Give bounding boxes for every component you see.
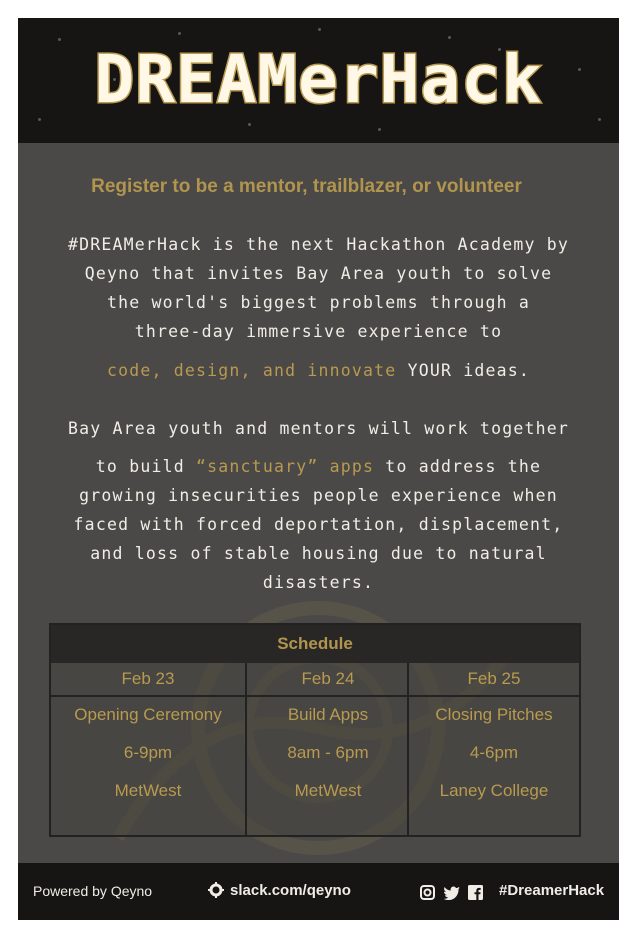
schedule-location: MetWest: [114, 781, 182, 800]
schedule-column: [51, 663, 245, 835]
schedule-date: Feb 25: [409, 663, 579, 697]
twitter-icon[interactable]: [443, 885, 460, 900]
slack-link[interactable]: [208, 882, 351, 899]
star-dot: [248, 123, 251, 126]
facebook-icon[interactable]: [468, 885, 483, 900]
intro-line: #DREAMerHack is the next Hackathon Academy by: [67, 235, 570, 254]
schedule-event: Closing Pitches: [435, 705, 553, 724]
slack-icon: [208, 882, 224, 898]
intro-tail: YOUR ideas.: [396, 361, 531, 380]
mission-highlight: “sanctuary” apps: [196, 457, 375, 476]
schedule-date: Feb 23: [51, 663, 245, 697]
schedule-event: Build Apps: [287, 705, 369, 724]
powered-by-text: Powered by Qeyno: [33, 883, 153, 899]
instagram-icon[interactable]: [420, 885, 435, 900]
page-title: DREAMerHack: [94, 41, 543, 118]
intro-line: the world's biggest problems through a: [106, 293, 531, 312]
mission-line: disasters.: [262, 573, 375, 592]
schedule-table: [49, 623, 581, 837]
star-dot: [318, 28, 321, 31]
schedule-column: [407, 663, 579, 835]
schedule-time: 6-9pm: [123, 743, 173, 762]
intro-line: three-day immersive experience to: [134, 322, 503, 341]
intro-line: Qeyno that invites Bay Area youth to solve: [84, 264, 553, 283]
flyer: [18, 18, 619, 920]
schedule-location: MetWest: [294, 781, 362, 800]
intro-highlight: code, design, and innovate: [106, 361, 397, 380]
mission-line: and loss of stable housing due to natural: [90, 544, 547, 563]
schedule-time: 4-6pm: [469, 743, 519, 762]
call-to-action-heading: Register to be a mentor, trailblazer, or volunteer: [91, 176, 522, 197]
slack-url: slack.com/qeyno: [230, 882, 351, 899]
mission-line: [40, 452, 597, 481]
star-dot: [378, 128, 381, 131]
intro-highlight-line: [40, 356, 597, 385]
mission-line: faced with forced deportation, displacement,: [73, 515, 564, 534]
mission-post: to address the: [374, 457, 542, 476]
header-banner: [18, 18, 619, 143]
mission-line: growing insecurities people experience when: [79, 486, 558, 505]
hashtag-label: #DreamerHack: [499, 882, 605, 899]
schedule-column: [245, 663, 409, 835]
schedule-time: 8am - 6pm: [287, 743, 369, 762]
schedule-heading: Schedule: [51, 625, 579, 663]
intro-paragraph: [40, 230, 597, 346]
schedule-date: Feb 24: [247, 663, 409, 697]
social-icons: [420, 883, 483, 900]
mission-line: Bay Area youth and mentors will work together: [67, 419, 570, 438]
schedule-location: Laney College: [439, 781, 549, 800]
mission-pre: to build: [95, 457, 197, 476]
star-dot: [448, 36, 451, 39]
schedule-event: Opening Ceremony: [74, 705, 222, 724]
mission-paragraph: [40, 452, 597, 597]
footer-bar: [18, 863, 619, 920]
star-dot: [178, 32, 181, 35]
